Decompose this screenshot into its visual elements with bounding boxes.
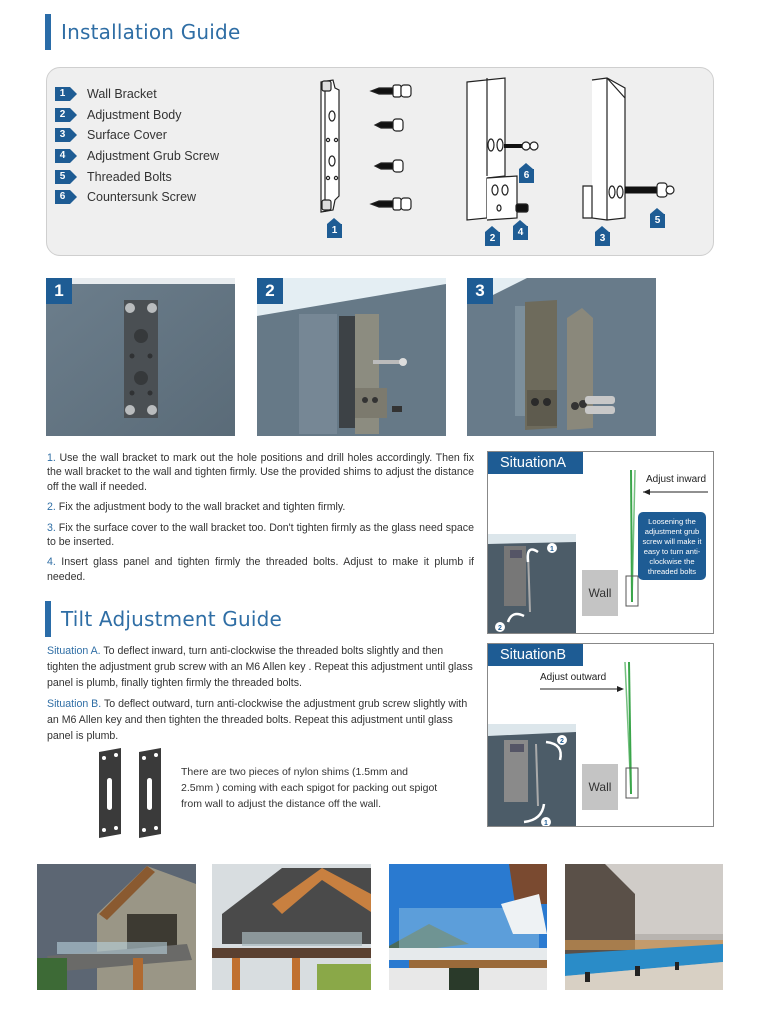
part-tag-5: 5 [650,208,665,228]
gallery-photo-timber-house [212,864,371,990]
situation-b-text: Situation B. To deflect outward, turn anti-clockwise the adjustment grub screw slightly with an M6 Allen key and then tighten the threaded bolts. Repeat this adjustment until glass panel is plumb. [47,698,468,742]
screws-drawing [371,85,411,210]
tilt-instructions [47,643,477,749]
tilt-guide-title: Tilt Adjustment Guide [61,607,283,631]
situation-a-text: Situation A. To deflect inward, turn anti-clockwise the threaded bolts slightly and then tighten the adjustment grub screw with an M6 Allen key . Repeat this adjustment until glass panel is plumb, finally tighten firmly the threaded bolts. [47,645,473,689]
surface-cover-drawing [583,78,674,220]
installation-steps [47,451,474,590]
parts-legend [55,84,219,208]
marker-1: 1 [550,546,554,553]
parts-diagram [307,68,707,257]
legend-label: Surface Cover [87,128,167,143]
number-arrow-icon: 3 [55,128,77,142]
adjust-inward-label: Adjust inward [646,474,707,485]
outward-arrow-head [617,686,624,692]
legend-item [55,187,219,208]
heading-accent-bar [45,601,51,637]
part-tag-2: 2 [485,226,500,246]
installation-guide-heading [45,14,240,50]
step-text: 3. Fix the surface cover to the wall bracket too. Don't tighten firmly as the glass need space to be inserted. [47,521,474,549]
marker-2: 2 [498,625,502,632]
legend-item [55,125,219,146]
adjustment-body-render [257,278,446,436]
gallery-photo-house-balcony [37,864,196,990]
marker-2: 2 [560,738,564,745]
adjust-outward-label: Adjust outward [540,672,607,683]
installation-guide-title: Installation Guide [61,20,241,44]
situation-a-photo [488,534,576,634]
step-text: 4. Insert glass panel and tighten firmly the threaded bolts. Adjust to make it plumb if needed. [47,556,474,583]
situation-b-photo [488,724,576,827]
legend-item [55,105,219,126]
legend-item [55,84,219,105]
shim-note: There are two pieces of nylon shims (1.5mm and 2.5mm ) coming with each spigot for packing out spigot from wall to adjust the distance off the wall. [181,766,438,810]
loosening-note: Loosening the adjustment grub screw will make it easy to turn anti-clockwise the threaded bolts [638,512,706,580]
step-photo-1 [46,278,235,436]
step-badge: 2 [257,278,283,304]
situation-a-header: SituationA [488,452,583,474]
legend-item [55,146,219,167]
legend-label: Threaded Bolts [87,169,172,184]
step-photo-2 [257,278,446,436]
spigot-outline [626,768,638,798]
step-badge: 1 [46,278,72,304]
part-tag-4: 4 [513,220,528,240]
marker-1: 1 [544,820,548,827]
situation-b-diagram [487,643,714,827]
gallery-photo-pool-fence [565,864,723,990]
wall-block: Wall [582,570,618,616]
step-photo-3 [467,278,656,436]
part-tag-1: 1 [327,218,342,238]
surface-cover-render [467,278,656,436]
legend-item [55,166,219,187]
number-arrow-icon: 4 [55,149,77,163]
gallery-photo-rooftop-terrace [389,864,547,990]
nylon-shims-image [95,748,165,840]
legend-label: Wall Bracket [87,87,157,102]
part-tag-3: 3 [595,226,610,246]
heading-accent-bar [45,14,51,50]
legend-label: Adjustment Body [87,107,182,122]
inward-arrow-head [643,489,650,495]
situation-b-header: SituationB [488,644,583,666]
part-tag-6: 6 [519,163,534,183]
wall-bracket-render [46,278,235,436]
parts-panel [46,67,714,256]
wall-bracket-drawing [321,80,339,212]
situation-a-diagram [487,451,714,634]
number-arrow-icon: 5 [55,170,77,184]
number-arrow-icon: 2 [55,108,77,122]
tilt-guide-heading [45,601,282,637]
adjustment-body-drawing [467,78,538,220]
number-arrow-icon: 6 [55,190,77,204]
wall-block: Wall [582,764,618,810]
step-badge: 3 [467,278,493,304]
step-text: 1. Use the wall bracket to mark out the hole positions and drill holes accordingly. Then fix the wall bracket to the wall and tighten firmly. Use the provided shims to adjust the distance off the wall if needed. [47,452,474,493]
legend-label: Adjustment Grub Screw [87,149,219,164]
legend-label: Countersunk Screw [87,190,197,205]
number-arrow-icon: 1 [55,87,77,101]
step-text: 2. Fix the adjustment body to the wall bracket and tighten firmly. [47,501,346,514]
